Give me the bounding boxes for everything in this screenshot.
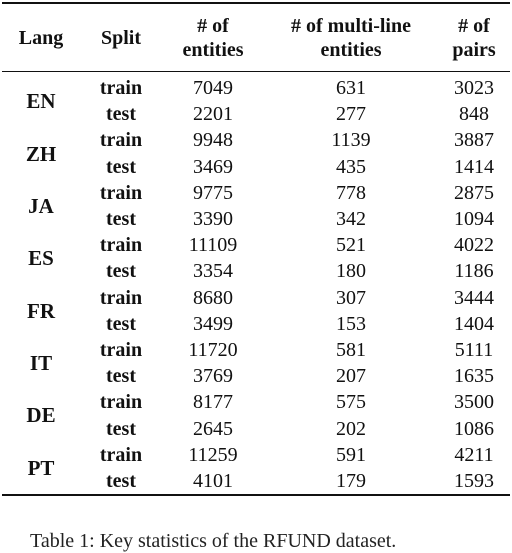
split-cell: test: [106, 365, 136, 388]
entities-cell: 8680: [193, 286, 233, 309]
split-cell: train: [99, 338, 143, 361]
table-row: [2, 180, 510, 206]
pairs-cell: 1404: [454, 312, 494, 335]
statistics-table: [2, 4, 510, 71]
table-row: [2, 442, 510, 468]
table-header: [2, 4, 510, 71]
split-cell: test: [106, 208, 136, 231]
entities-cell: 3354: [193, 260, 233, 283]
header-entities-line2: entities: [182, 38, 244, 61]
header-lang: Lang: [18, 26, 64, 49]
entities-cell: 2201: [193, 103, 233, 126]
pairs-cell: 1635: [454, 365, 494, 388]
multiline-entities-cell: 153: [336, 312, 366, 335]
table-row: [2, 285, 510, 311]
split-cell: train: [99, 129, 143, 152]
entities-cell: 9775: [193, 181, 233, 204]
header-entities: [162, 4, 264, 71]
multiline-entities-cell: 778: [336, 181, 366, 204]
pairs-cell: 1094: [454, 208, 494, 231]
entities-cell: 8177: [193, 391, 233, 414]
pairs-cell: 4211: [454, 443, 494, 466]
split-cell: test: [106, 103, 136, 126]
multiline-entities-cell: 207: [336, 365, 366, 388]
entities-cell: 11109: [188, 234, 238, 257]
header-multiline-line2: entities: [320, 38, 382, 61]
pairs-cell: 5111: [454, 338, 494, 361]
split-cell: test: [106, 469, 136, 492]
split-cell: test: [106, 155, 136, 178]
pairs-cell: 2875: [454, 181, 494, 204]
table-caption: Table 1: Key statistics of the RFUND dataset.: [30, 530, 397, 552]
statistics-table-body: [2, 72, 510, 494]
lang-cell: ZH: [25, 141, 57, 166]
header-multiline-line1: # of multi-line: [291, 14, 411, 37]
entities-cell: 3390: [193, 208, 233, 231]
multiline-entities-cell: 307: [336, 286, 366, 309]
entities-cell: 9948: [193, 129, 233, 152]
lang-cell: PT: [27, 455, 55, 480]
multiline-entities-cell: 277: [336, 103, 366, 126]
header-pairs: [438, 4, 510, 71]
split-cell: train: [99, 443, 143, 466]
statistics-table-container: [2, 0, 510, 496]
pairs-cell: 848: [459, 103, 489, 126]
pairs-cell: 1593: [454, 469, 494, 492]
table-row: [2, 337, 510, 363]
multiline-entities-cell: 1139: [331, 129, 371, 152]
split-cell: test: [106, 417, 136, 440]
entities-cell: 11259: [188, 443, 238, 466]
entities-cell: 3769: [193, 365, 233, 388]
lang-cell: IT: [29, 351, 53, 376]
pairs-cell: 1186: [454, 260, 494, 283]
entities-cell: 2645: [193, 417, 233, 440]
multiline-entities-cell: 581: [336, 338, 366, 361]
entities-cell: 11720: [188, 338, 238, 361]
lang-cell: FR: [27, 298, 55, 323]
lang-cell: EN: [26, 89, 56, 114]
header-multiline-entities: [264, 4, 438, 71]
table-row: [2, 72, 510, 101]
multiline-entities-cell: 180: [336, 260, 366, 283]
lang-cell: DE: [26, 403, 56, 428]
entities-cell: 4101: [193, 469, 233, 492]
multiline-entities-cell: 179: [336, 469, 366, 492]
pairs-cell: 3444: [454, 286, 494, 309]
header-split: Split: [100, 26, 142, 49]
pairs-cell: 3500: [454, 391, 494, 414]
table-row: [2, 127, 510, 153]
lang-cell: JA: [28, 193, 54, 218]
pairs-cell: 3887: [454, 129, 494, 152]
multiline-entities-cell: 342: [336, 208, 366, 231]
split-cell: test: [106, 312, 136, 335]
entities-cell: 7049: [193, 77, 233, 100]
multiline-entities-cell: 521: [336, 234, 366, 257]
bottom-rule: [2, 494, 510, 496]
multiline-entities-cell: 202: [336, 417, 366, 440]
multiline-entities-cell: 631: [336, 77, 366, 100]
multiline-entities-cell: 591: [336, 443, 366, 466]
split-cell: train: [99, 77, 143, 100]
entities-cell: 3499: [193, 312, 233, 335]
table-row: [2, 232, 510, 258]
multiline-entities-cell: 435: [336, 155, 366, 178]
pairs-cell: 1086: [454, 417, 494, 440]
header-pairs-line2: pairs: [452, 38, 496, 61]
pairs-cell: 3023: [454, 77, 494, 100]
split-cell: train: [99, 181, 143, 204]
entities-cell: 3469: [193, 155, 233, 178]
split-cell: train: [99, 391, 143, 414]
split-cell: test: [106, 260, 136, 283]
table-body: [2, 72, 510, 494]
lang-cell: ES: [28, 246, 54, 271]
header-entities-line1: # of: [197, 14, 229, 37]
pairs-cell: 4022: [454, 234, 494, 257]
table-row: [2, 389, 510, 415]
pairs-cell: 1414: [454, 155, 494, 178]
multiline-entities-cell: 575: [336, 391, 366, 414]
split-cell: train: [99, 286, 143, 309]
header-pairs-line1: # of: [458, 14, 490, 37]
split-cell: train: [99, 234, 143, 257]
